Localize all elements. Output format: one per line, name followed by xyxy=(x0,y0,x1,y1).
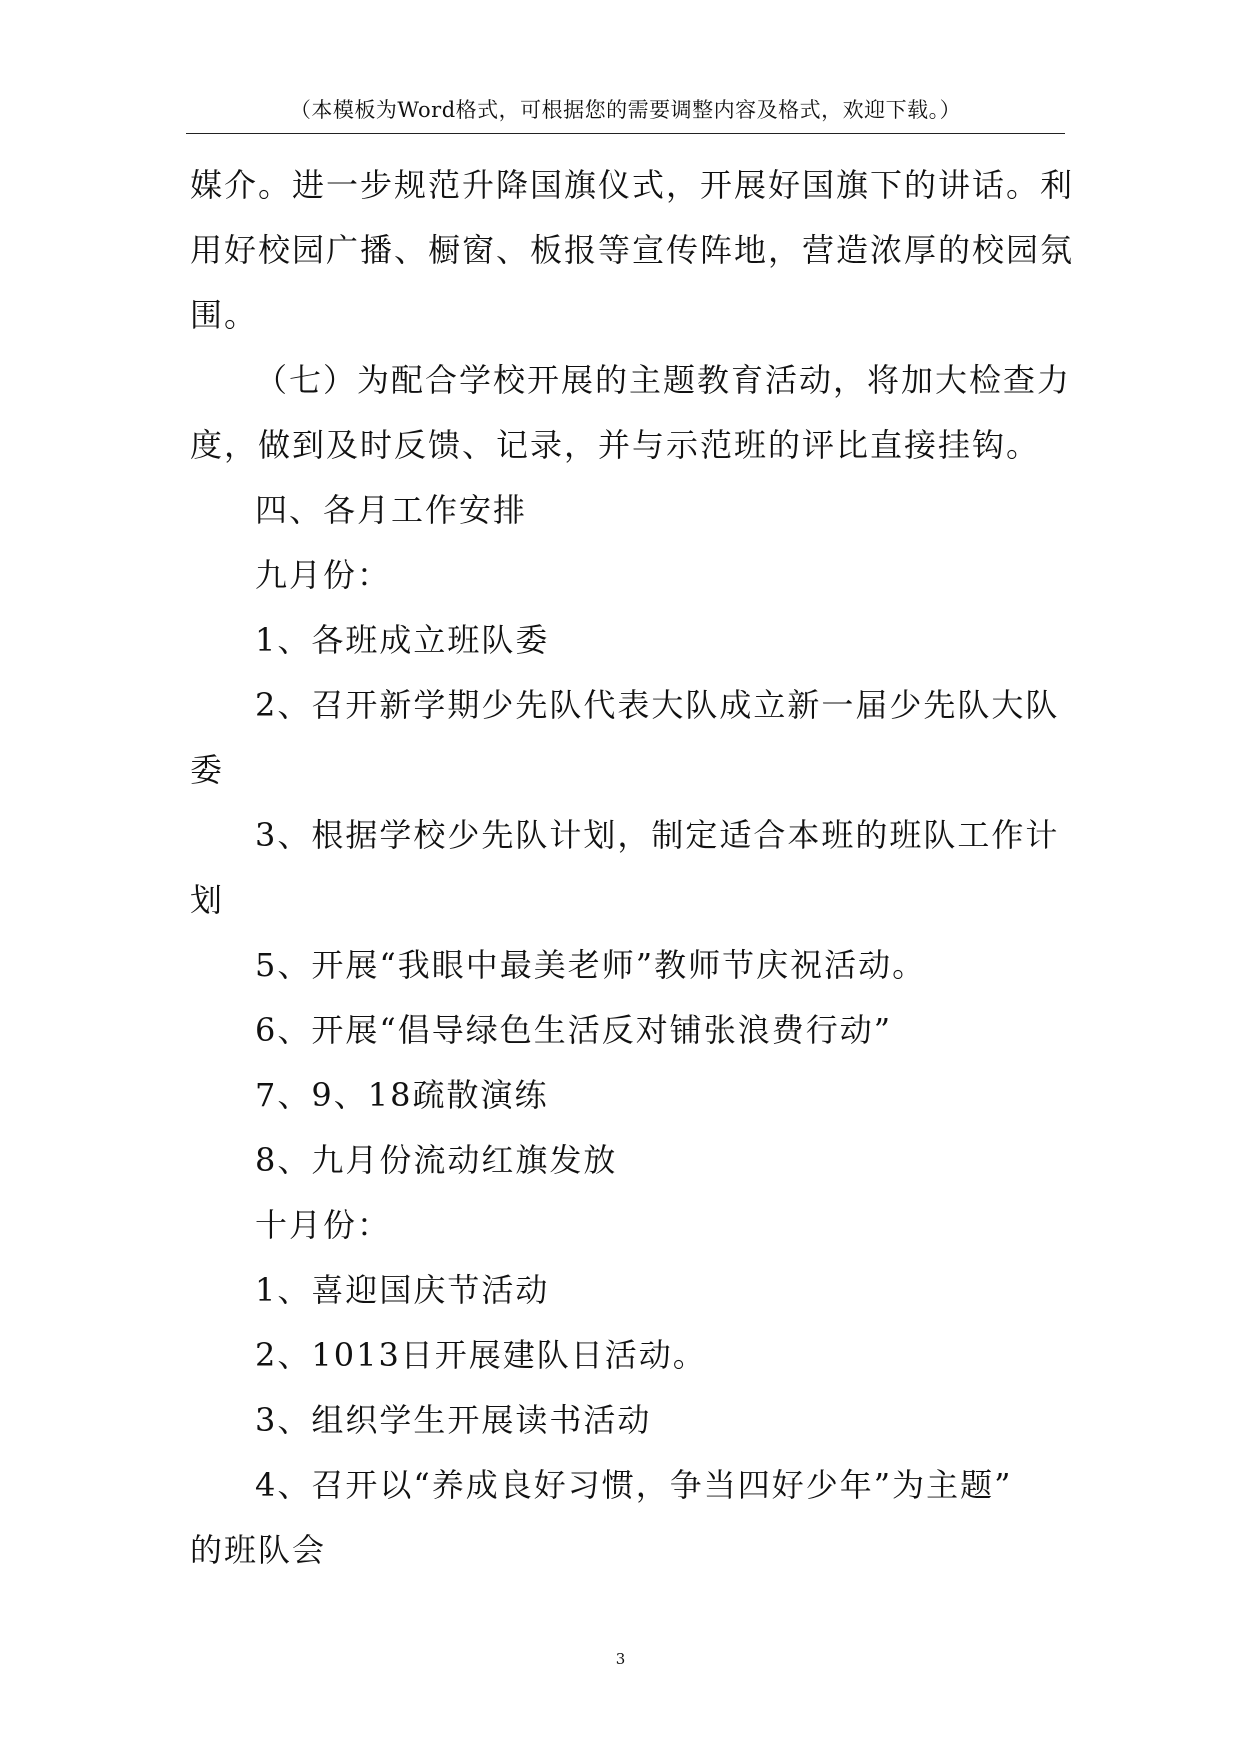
list-item: 5、开展“我眼中最美老师”教师节庆祝活动。 xyxy=(255,946,927,984)
list-item-continuation: 委 xyxy=(190,751,225,789)
body-line: 用好校园广播、橱窗、板报等宣传阵地，营造浓厚的校园氛 xyxy=(190,231,1075,269)
body-line: （七）为配合学校开展的主题教育活动，将加大检查力 xyxy=(255,361,1072,399)
page-header: （本模板为Word格式，可根据您的需要调整内容及格式，欢迎下载。） xyxy=(186,97,1065,134)
body-line: 媒介。进一步规范升降国旗仪式，开展好国旗下的讲话。利 xyxy=(190,166,1075,204)
section-heading: 四、各月工作安排 xyxy=(255,491,528,529)
list-item: 6、开展“倡导绿色生活反对铺张浪费行动” xyxy=(255,1011,893,1049)
body-line: 度，做到及时反馈、记录，并与示范班的评比直接挂钩。 xyxy=(190,426,1041,464)
month-heading: 十月份： xyxy=(255,1206,392,1244)
list-item: 3、组织学生开展读书活动 xyxy=(255,1401,652,1439)
list-item: 2、1013日开展建队日活动。 xyxy=(255,1336,707,1374)
page-number: 3 xyxy=(615,1650,626,1668)
list-item: 3、根据学校少先队计划，制定适合本班的班队工作计 xyxy=(255,816,1060,854)
list-item: 2、召开新学期少先队代表大队成立新一届少先队大队 xyxy=(255,686,1060,724)
list-item: 8、九月份流动红旗发放 xyxy=(255,1141,618,1179)
list-item: 4、召开以“养成良好习惯，争当四好少年”为主题” xyxy=(255,1466,1013,1504)
list-item: 1、喜迎国庆节活动 xyxy=(255,1271,550,1309)
month-heading: 九月份： xyxy=(255,556,392,594)
list-item-continuation: 划 xyxy=(190,881,225,919)
list-item-continuation: 的班队会 xyxy=(190,1531,327,1569)
body-line: 围。 xyxy=(190,296,259,334)
list-item: 7、9、18疏散演练 xyxy=(255,1076,549,1114)
list-item: 1、各班成立班队委 xyxy=(255,621,550,659)
